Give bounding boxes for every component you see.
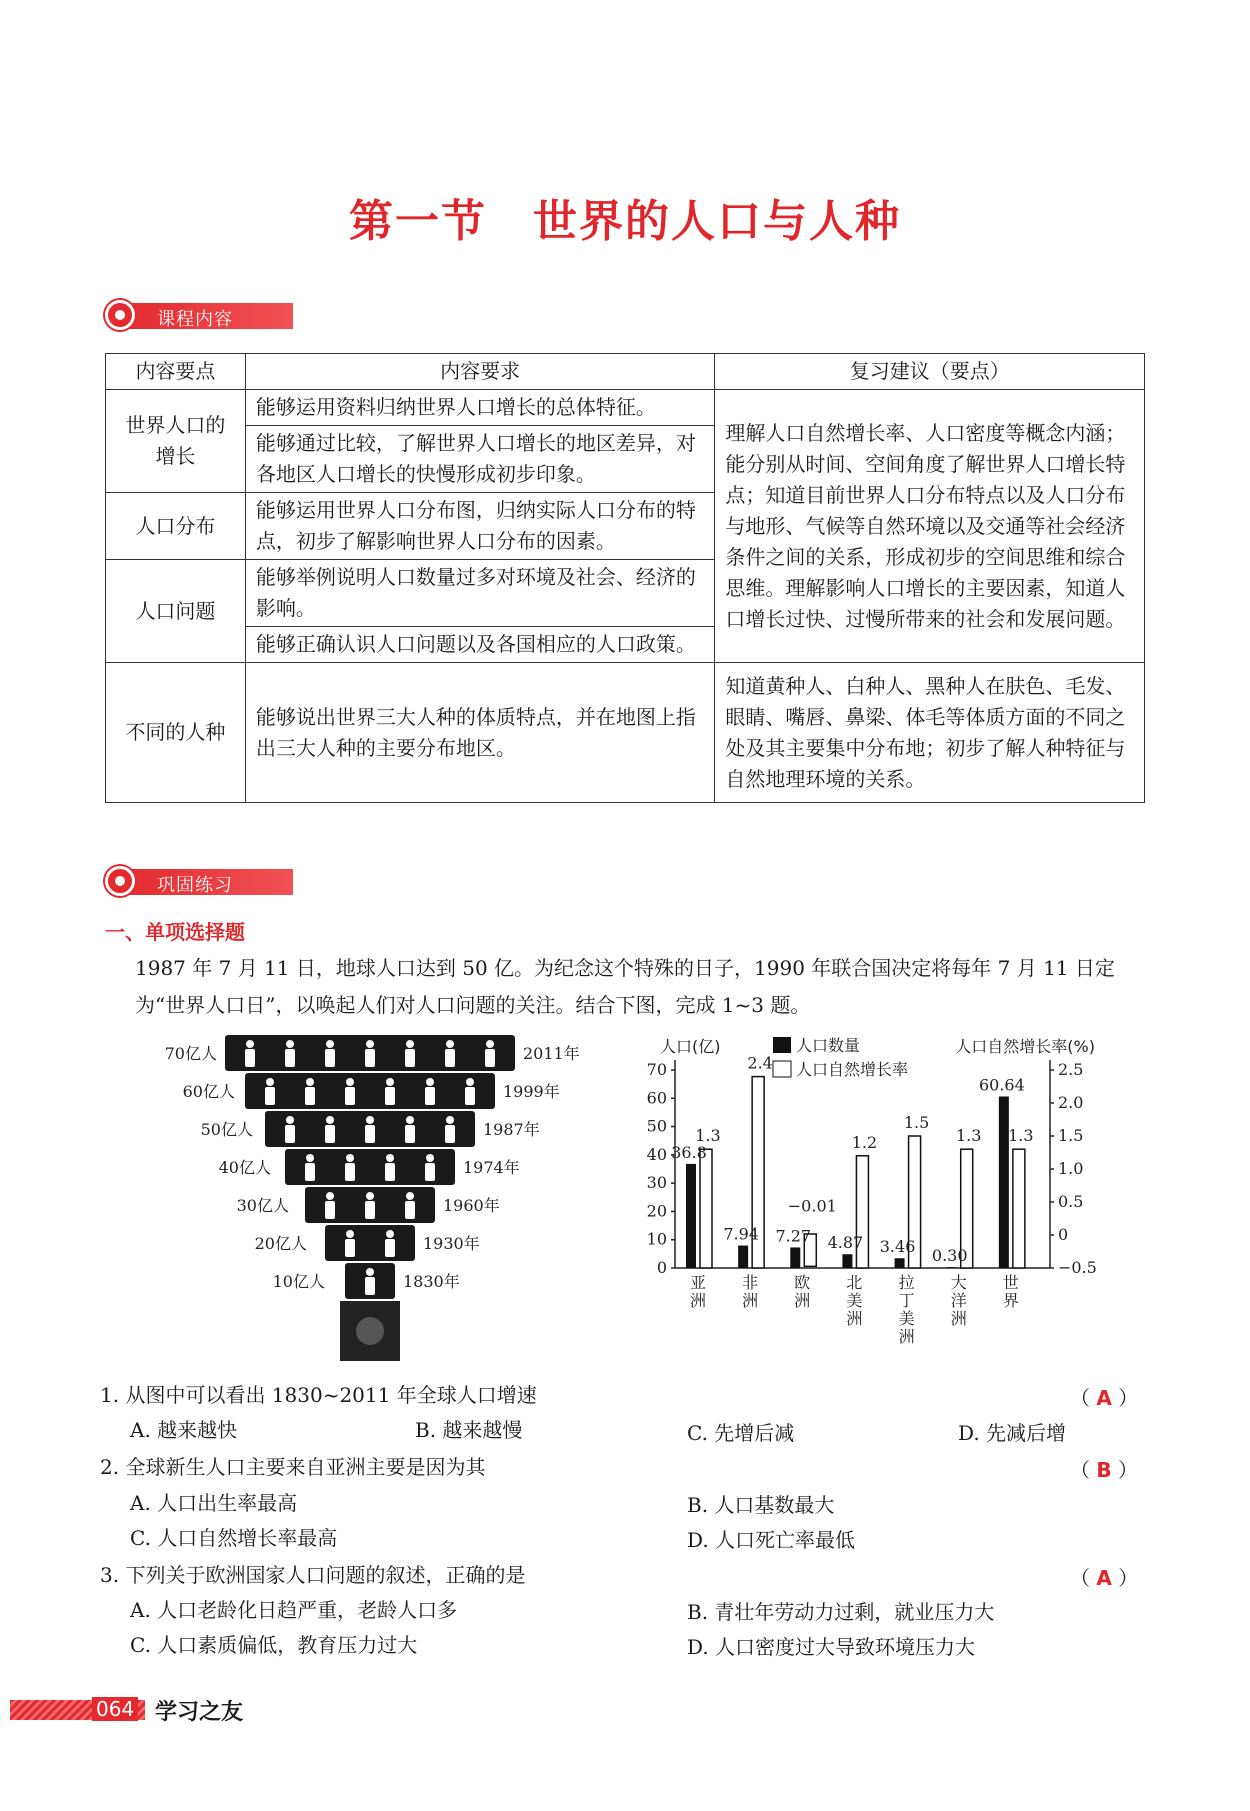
- table-cell: 能够正确认识人口问题以及各国相应的人口政策。: [245, 627, 715, 663]
- person-icon: [305, 1087, 315, 1105]
- curriculum-table: [105, 353, 1145, 803]
- bar-population: [686, 1164, 696, 1268]
- section-banner-course: [105, 300, 293, 330]
- option-b: B. 人口基数最大: [687, 1493, 835, 1517]
- table-cell: 能够通过比较，了解世界人口增长的地区差异，对各地区人口增长的快慢形成初步印象。: [245, 426, 715, 493]
- person-icon: [346, 1154, 354, 1162]
- bar-value-growth: 1.5: [903, 1113, 930, 1132]
- option-d: D. 先减后增: [958, 1421, 1067, 1445]
- table-cell: 不同的人种: [106, 663, 246, 803]
- option-a: A. 人口老龄化日趋严重，老龄人口多: [130, 1598, 458, 1622]
- pyramid-left-label: 60亿人: [182, 1082, 235, 1101]
- person-icon: [346, 1230, 354, 1238]
- person-icon: [345, 1163, 355, 1181]
- person-icon: [486, 1040, 494, 1048]
- pyramid-row: [325, 1225, 415, 1261]
- bar-value-population: 0.30: [931, 1246, 968, 1266]
- person-icon: [306, 1078, 314, 1086]
- person-icon: [406, 1192, 414, 1200]
- person-icon: [325, 1049, 335, 1067]
- table-row: [106, 390, 1145, 426]
- option-c: C. 人口自然增长率最高: [130, 1526, 338, 1550]
- person-icon: [445, 1049, 455, 1067]
- pyramid-left-label: 30亿人: [236, 1196, 289, 1215]
- pyramid-left-label: 50亿人: [200, 1120, 253, 1139]
- person-icon: [326, 1116, 334, 1124]
- table-cell: 能够说出世界三大人种的体质特点，并在地图上指出三大人种的主要分布地区。: [245, 663, 715, 803]
- bar-growth-rate: [1013, 1149, 1025, 1268]
- question-stem: 3. 下列关于欧洲国家人口问题的叙述，正确的是: [100, 1563, 526, 1587]
- gear-icon: [105, 300, 135, 330]
- person-icon: [386, 1078, 394, 1086]
- person-icon: [406, 1040, 414, 1048]
- book-name: 学习之友: [155, 1700, 244, 1725]
- person-icon: [405, 1201, 415, 1219]
- option-a: A. 越来越快: [130, 1418, 238, 1442]
- category-label: 欧: [794, 1273, 811, 1292]
- category-label: 美: [846, 1291, 863, 1310]
- person-icon: [405, 1049, 415, 1067]
- person-icon: [326, 1040, 334, 1048]
- person-icon: [405, 1125, 415, 1143]
- person-icon: [366, 1040, 374, 1048]
- bar-population: [790, 1247, 800, 1268]
- category-label: 洲: [950, 1309, 967, 1328]
- bar-population: [999, 1096, 1009, 1268]
- person-icon: [365, 1049, 375, 1067]
- category-label: 亚: [689, 1273, 707, 1292]
- population-bar-chart: [630, 1030, 1150, 1360]
- legend-swatch-growth: [773, 1061, 791, 1077]
- bar-value-population: 60.64: [978, 1075, 1025, 1095]
- category-label: 界: [1002, 1291, 1019, 1310]
- left-tick-label: 50: [646, 1116, 667, 1136]
- bar-growth-rate: [700, 1149, 712, 1268]
- bar-value-population: 7.27: [775, 1226, 812, 1246]
- category-label: 洲: [742, 1291, 759, 1310]
- person-icon: [365, 1277, 375, 1295]
- bar-value-growth: 1.2: [851, 1132, 878, 1152]
- legend-label: 人口数量: [796, 1036, 861, 1055]
- pyramid-left-label: 20亿人: [254, 1234, 307, 1253]
- table-row: [106, 663, 1145, 803]
- person-icon: [285, 1125, 295, 1143]
- person-icon: [366, 1116, 374, 1124]
- left-tick-label: 20: [646, 1201, 667, 1221]
- category-label: 洲: [846, 1309, 863, 1328]
- earth-image: [356, 1317, 384, 1345]
- person-icon: [326, 1192, 334, 1200]
- pyramid-left-label: 40亿人: [218, 1158, 271, 1177]
- category-label: 美: [898, 1309, 915, 1328]
- page-number: 064: [92, 1697, 138, 1721]
- pyramid-left-label: 10亿人: [272, 1272, 325, 1291]
- bar-population: [947, 1267, 957, 1268]
- bar-value-growth: 1.3: [955, 1126, 982, 1146]
- person-icon: [386, 1154, 394, 1162]
- person-icon: [265, 1087, 275, 1105]
- category-label: 丁: [898, 1291, 915, 1310]
- person-icon: [406, 1116, 414, 1124]
- person-icon: [246, 1040, 254, 1048]
- person-icon: [465, 1087, 475, 1105]
- right-tick-label: 1.0: [1058, 1159, 1084, 1178]
- person-icon: [285, 1049, 295, 1067]
- person-icon: [385, 1239, 395, 1257]
- bar-value-growth: 2.4: [747, 1053, 773, 1073]
- pyramid-right-label: 1987年: [483, 1120, 540, 1139]
- left-tick-label: 60: [646, 1088, 667, 1108]
- option-b: B. 越来越慢: [415, 1418, 523, 1442]
- section-label: 课程内容: [157, 309, 233, 330]
- person-icon: [306, 1154, 314, 1162]
- person-icon: [466, 1078, 474, 1086]
- pyramid-right-label: 1930年: [423, 1234, 480, 1253]
- right-tick-label: 1.5: [1058, 1126, 1084, 1145]
- left-axis-title: 人口(亿): [660, 1037, 721, 1056]
- question-type-heading: 一、单项选择题: [105, 920, 245, 944]
- table-cell: 人口分布: [106, 493, 246, 560]
- table-cell: 知道黄种人、白种人、黑种人在肤色、毛发、眼睛、嘴唇、鼻梁、体毛等体质方面的不同之处及其主要集中分布地；初步了解人种特征与自然地理环境的关系。: [715, 663, 1145, 803]
- option-d: D. 人口密度过大导致环境压力大: [687, 1635, 976, 1659]
- person-icon: [286, 1040, 294, 1048]
- pyramid-right-label: 1974年: [463, 1158, 520, 1177]
- table-cell: 能够运用资料归纳世界人口增长的总体特征。: [245, 390, 715, 426]
- person-icon: [385, 1163, 395, 1181]
- category-label: 非: [742, 1273, 759, 1292]
- population-milestone-figure: [130, 1025, 610, 1365]
- table-header: 复习建议（要点）: [715, 354, 1145, 390]
- bar-value-growth: −0.01: [787, 1196, 837, 1216]
- right-axis-title: 人口自然增长率(%): [955, 1037, 1095, 1056]
- answer-bracket: （ A ）: [1070, 1566, 1139, 1590]
- bar-population: [842, 1254, 852, 1268]
- person-icon: [286, 1116, 294, 1124]
- category-label: 北: [846, 1273, 863, 1292]
- left-tick-label: 10: [646, 1229, 667, 1249]
- person-icon: [345, 1239, 355, 1257]
- person-icon: [365, 1125, 375, 1143]
- left-tick-label: 70: [646, 1060, 667, 1079]
- person-icon: [366, 1268, 374, 1276]
- person-icon: [366, 1192, 374, 1200]
- person-icon: [365, 1201, 375, 1219]
- option-b: B. 青壮年劳动力过剩，就业压力大: [687, 1600, 995, 1624]
- table-header: 内容要求: [245, 354, 715, 390]
- person-icon: [425, 1163, 435, 1181]
- option-a: A. 人口出生率最高: [130, 1491, 298, 1515]
- category-label: 洋: [950, 1291, 967, 1310]
- bar-population: [895, 1258, 905, 1268]
- table-cell: 理解人口自然增长率、人口密度等概念内涵；能分别从时间、空间角度了解世界人口增长特点；知道目前世界人口分布特点以及人口分布与地形、气候等自然环境以及交通等社会经济条件之间的关系，形成初步的空间思维和综合思维。理解影响人口增长的主要因素，知道人口增长过快、过慢所带来的社会和发展问题。: [715, 390, 1145, 663]
- pyramid-row: [245, 1073, 495, 1109]
- option-d: D. 人口死亡率最低: [687, 1528, 856, 1552]
- pyramid-right-label: 1999年: [503, 1082, 560, 1101]
- left-tick-label: 40: [646, 1144, 667, 1164]
- legend-swatch-population: [773, 1037, 791, 1053]
- pyramid-right-label: 2011年: [523, 1044, 580, 1063]
- person-icon: [426, 1154, 434, 1162]
- table-cell: 人口问题: [106, 560, 246, 663]
- bar-value-growth: 1.3: [695, 1126, 721, 1146]
- person-icon: [345, 1087, 355, 1105]
- page-title: 第一节 世界的人口与人种: [349, 196, 901, 247]
- person-icon: [305, 1163, 315, 1181]
- table-cell: 能够举例说明人口数量过多对环境及社会、经济的影响。: [245, 560, 715, 627]
- bar-value-population: 36.8: [671, 1142, 707, 1162]
- option-c: C. 先增后减: [687, 1421, 795, 1445]
- bar-value-population: 3.46: [879, 1237, 916, 1257]
- left-tick-label: 0: [656, 1258, 667, 1277]
- table-header: 内容要点: [106, 354, 246, 390]
- category-label: 大: [950, 1273, 967, 1292]
- pyramid-right-label: 1830年: [403, 1272, 460, 1291]
- pyramid-right-label: 1960年: [443, 1196, 500, 1215]
- person-icon: [386, 1230, 394, 1238]
- right-tick-label: 0.5: [1058, 1192, 1084, 1211]
- person-icon: [445, 1125, 455, 1143]
- circle-icon: [105, 866, 135, 896]
- bar-population: [738, 1246, 748, 1268]
- person-icon: [385, 1087, 395, 1105]
- section-label: 巩固练习: [157, 875, 233, 896]
- table-header-row: [106, 354, 1145, 390]
- answer-bracket: （ A ）: [1070, 1386, 1139, 1410]
- bar-value-population: 4.87: [827, 1233, 864, 1253]
- person-icon: [446, 1040, 454, 1048]
- right-tick-label: 2.5: [1058, 1060, 1084, 1079]
- option-c: C. 人口素质偏低，教育压力过大: [130, 1633, 418, 1657]
- person-icon: [325, 1201, 335, 1219]
- person-icon: [426, 1078, 434, 1086]
- answer-bracket: （ B ）: [1070, 1458, 1138, 1482]
- category-label: 洲: [898, 1327, 915, 1346]
- person-icon: [245, 1049, 255, 1067]
- category-label: 洲: [689, 1291, 707, 1310]
- left-tick-label: 30: [646, 1173, 667, 1193]
- table-cell: 世界人口的增长: [106, 390, 246, 493]
- right-tick-label: 0: [1058, 1225, 1069, 1244]
- category-label: 洲: [794, 1291, 811, 1310]
- question-stem: 1. 从图中可以看出 1830~2011 年全球人口增速: [100, 1383, 537, 1407]
- bar-value-growth: 1.3: [1008, 1126, 1034, 1146]
- right-tick-label: −0.5: [1058, 1258, 1097, 1277]
- category-label: 拉: [898, 1273, 915, 1292]
- pyramid-left-label: 70亿人: [164, 1044, 217, 1063]
- person-icon: [425, 1087, 435, 1105]
- category-label: 世: [1002, 1273, 1019, 1292]
- right-tick-label: 2.0: [1058, 1093, 1084, 1112]
- section-banner-practice: [105, 866, 293, 896]
- legend-label: 人口自然增长率: [796, 1060, 909, 1079]
- person-icon: [346, 1078, 354, 1086]
- person-icon: [485, 1049, 495, 1067]
- question-stem: 2. 全球新生人口主要来自亚洲主要是因为其: [100, 1455, 486, 1479]
- table-cell: 能够运用世界人口分布图，归纳实际人口分布的特点，初步了解影响世界人口分布的因素。: [245, 493, 715, 560]
- person-icon: [266, 1078, 274, 1086]
- question-intro: 1987 年 7 月 11 日，地球人口达到 50 亿。为纪念这个特殊的日子，1990 年联合国决定将每年 7 月 11 日定为“世界人口日”，以唤起人们对人口问题的关注。结合下图，完成 1~3 题。: [135, 956, 1115, 1017]
- bar-value-population: 7.94: [723, 1224, 759, 1244]
- person-icon: [446, 1116, 454, 1124]
- person-icon: [325, 1125, 335, 1143]
